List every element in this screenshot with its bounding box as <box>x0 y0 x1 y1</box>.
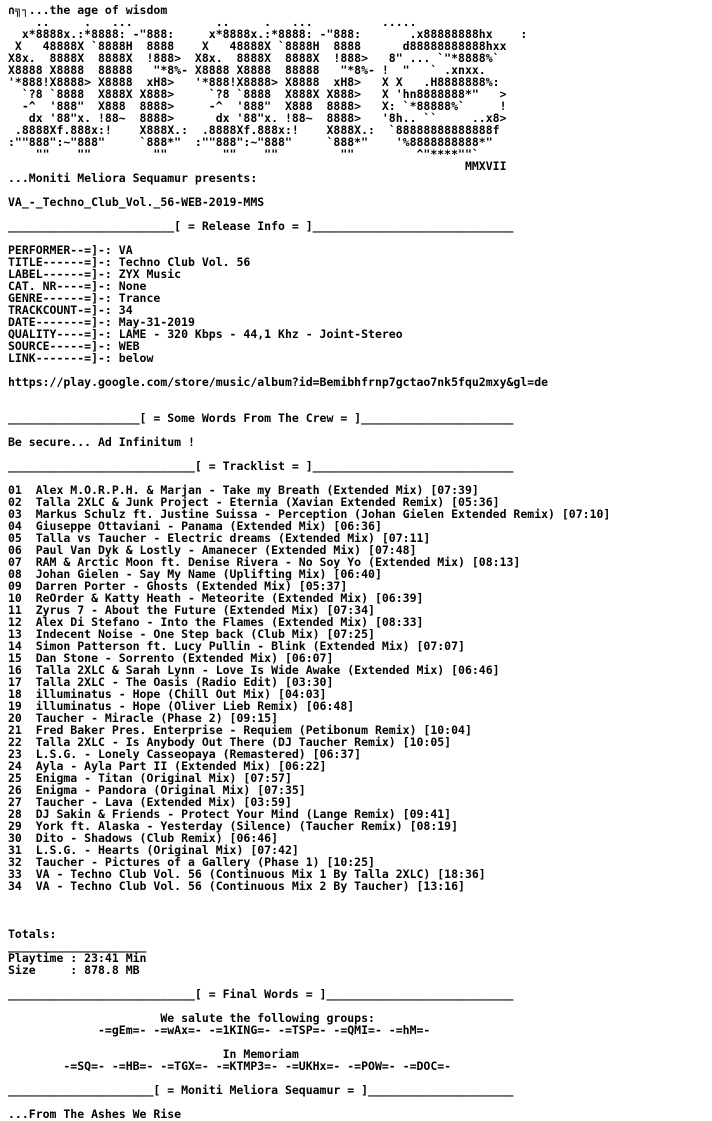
nfo-line: 10 ReOrder & Katty Heath - Meteorite (Extended Mix) [06:39] <box>8 591 424 605</box>
nfo-line: CAT. NR----=]-: None <box>8 279 147 293</box>
nfo-line: 11 Zyrus 7 - About the Future (Extended Mix) [07:34] <box>8 603 375 617</box>
nfo-line: MMXVII <box>8 159 507 173</box>
nfo-line: 17 Talla 2XLC - The Oasis (Radio Edit) [03:30] <box>8 675 334 689</box>
nfo-line <box>8 388 712 400</box>
nfo-line: -=SQ=- -=HB=- -=TGX=- -=KTMP3=- -=UKHx=- -=POW=- -=DOC=- <box>8 1059 452 1073</box>
nfo-line: dx '88"x. !88~ 8888> dx '88"x. !88~ 8888> '8h.. `` ..x8> <box>8 111 507 125</box>
nfo-line: 12 Alex Di Stefano - Into the Flames (Extended Mix) [08:33] <box>8 615 424 629</box>
nfo-line <box>8 904 712 916</box>
nfo-line: .8888Xf.888x:! X888X.: .8888Xf.888x:! X888X.: `88888888888888f <box>8 123 500 137</box>
nfo-line: 18 illuminatus - Hope (Chill Out Mix) [04:03] <box>8 687 327 701</box>
nfo-line: 03 Markus Schulz ft. Justine Suissa - Perception (Johan Gielen Extended Remix) [07:10] <box>8 507 611 521</box>
nfo-line: TRACKCOUNT-=]-: 34 <box>8 303 133 317</box>
nfo-line: PERFORMER--=]-: VA <box>8 243 133 257</box>
nfo-line: 21 Fred Baker Pres. Enterprise - Requiem (Petibonum Remix) [10:04] <box>8 723 472 737</box>
nfo-line: :""888":~"888" `888*" :""888":~"888" `888*" '%8888888888*" <box>8 135 493 149</box>
nfo-line: In Memoriam <box>8 1047 299 1061</box>
nfo-line: 04 Giuseppe Ottaviani - Panama (Extended Mix) [06:36] <box>8 519 382 533</box>
nfo-line: Size : 878.8 MB <box>8 963 140 977</box>
nfo-line: GENRE------=]-: Trance <box>8 291 161 305</box>
nfo-line: SOURCE-----=]-: WEB <box>8 339 140 353</box>
nfo-line: 34 VA - Techno Club Vol. 56 (Continuous Mix 2 By Taucher) [13:16] <box>8 879 465 893</box>
nfo-line: LINK-------=]-: below <box>8 351 154 365</box>
nfo-line: 01 Alex M.O.R.P.H. & Marjan - Take my Breath (Extended Mix) [07:39] <box>8 483 479 497</box>
nfo-line: X8888 X8888 88888 "*8%- X8888 X8888 88888 "*8%- ! " ` .xnxx. <box>8 63 486 77</box>
nfo-line: ________________________[ = Release Info = ]_____________________________ <box>8 219 514 233</box>
nfo-line: 30 Dito - Shadows (Club Remix) [06:46] <box>8 831 279 845</box>
nfo-line: 20 Taucher - Miracle (Phase 2) [09:15] <box>8 711 279 725</box>
nfo-line: Playtime : 23:41 Min <box>8 951 147 965</box>
nfo-line: ...From The Ashes We Rise <box>8 1107 182 1121</box>
nfo-line: 16 Talla 2XLC & Sarah Lynn - Love Is Wide Awake (Extended Mix) [06:46] <box>8 663 500 677</box>
nfo-line: 14 Simon Patterson ft. Lucy Pullin - Blink (Extended Mix) [07:07] <box>8 639 465 653</box>
nfo-line: 22 Talla 2XLC - Is Anybody Out There (DJ Taucher Remix) [10:05] <box>8 735 452 749</box>
nfo-line: 07 RAM & Arctic Moon ft. Denise Rivera - No Soy Yo (Extended Mix) [08:13] <box>8 555 521 569</box>
nfo-line: 15 Dan Stone - Sorrento (Extended Mix) [06:07] <box>8 651 334 665</box>
nfo-line: -^ '888" X888 8888> -^ '888" X888 8888> X: `*88888%` ! <box>8 99 507 113</box>
nfo-line: .. . ... .. . ... ..... <box>8 15 417 29</box>
album-url-link[interactable]: https://play.google.com/store/music/album?id=Bemibhfrnp7gctao7nk5fqu2mxy&gl=de <box>8 375 549 389</box>
nfo-line: `?8 `8888 X888X X888> `?8 `8888 X888X X888> X 'hn8888888*" > <box>8 87 507 101</box>
nfo-line: 09 Darren Porter - Ghosts (Extended Mix) [05:37] <box>8 579 348 593</box>
nfo-line: 24 Ayla - Ayla Part II (Extended Mix) [06:22] <box>8 759 327 773</box>
nfo-line: X 48888X `8888H 8888 X 48888X `8888H 8888 d88888888888hxx <box>8 39 507 53</box>
nfo-line: LABEL------=]-: ZYX Music <box>8 267 182 281</box>
nfo-line: ___________________[ = Some Words From The Crew = ]______________________ <box>8 411 514 425</box>
nfo-line: -=gEm=- -=wAx=- -=1KING=- -=TSP=- -=QMI=- -=hM=- <box>8 1023 431 1037</box>
nfo-line: VA_-_Techno_Club_Vol._56-WEB-2019-MMS <box>8 195 265 209</box>
nfo-line: 33 VA - Techno Club Vol. 56 (Continuous Mix 1 By Talla 2XLC) [18:36] <box>8 867 486 881</box>
nfo-line: ___________________________[ = Final Words = ]___________________________ <box>8 987 514 1001</box>
nfo-line: ...Moniti Meliora Sequamur presents: <box>8 171 258 185</box>
nfo-line: "" "" "" "" "" "" ^"****""` <box>8 147 479 161</box>
nfo-line: 23 L.S.G. - Lonely Casseopaya (Remastered) [06:37] <box>8 747 362 761</box>
nfo-line: '*888!X8888> X8888 xH8> '*888!X8888> X8888 xH8> X X .H8888888%: <box>8 75 500 89</box>
nfo-line: Be secure... Ad Infinitum ! <box>8 435 195 449</box>
nfo-line: TITLE------=]-: Techno Club Vol. 56 <box>8 255 251 269</box>
nfo-line: 32 Taucher - Pictures of a Gallery (Phase 1) [10:25] <box>8 855 375 869</box>
nfo-line: ∩╗┐...the age of wisdom <box>8 3 168 17</box>
nfo-line: Totals: <box>8 927 57 941</box>
nfo-line: 06 Paul Van Dyk & Lostly - Amanecer (Extended Mix) [07:48] <box>8 543 417 557</box>
nfo-line: _____________________[ = Moniti Meliora Sequamur = ]_____________________ <box>8 1083 514 1097</box>
nfo-line: 31 L.S.G. - Hearts (Original Mix) [07:42] <box>8 843 299 857</box>
nfo-line: 19 illuminatus - Hope (Oliver Lieb Remix) [06:48] <box>8 699 355 713</box>
nfo-line: 08 Johan Gielen - Say My Name (Uplifting Mix) [06:40] <box>8 567 382 581</box>
nfo-line: X8x. 8888X 8888X !888> X8x. 8888X 8888X !888> 8" ... `"*8888%` <box>8 51 500 65</box>
nfo-line: 27 Taucher - Lava (Extended Mix) [03:59] <box>8 795 292 809</box>
nfo-line: 28 DJ Sakin & Friends - Protect Your Mind (Lange Remix) [09:41] <box>8 807 452 821</box>
nfo-line: 29 York ft. Alaska - Yesterday (Silence) (Taucher Remix) [08:19] <box>8 819 459 833</box>
nfo-line: ____________________ <box>8 939 147 953</box>
nfo-line: QUALITY----=]-: LAME - 320 Kbps - 44,1 Khz - Joint-Stereo <box>8 327 403 341</box>
nfo-line: We salute the following groups: <box>8 1011 375 1025</box>
nfo-line <box>8 916 712 928</box>
nfo-line: 02 Talla 2XLC & Junk Project - Eternia (Xavian Extended Remix) [05:36] <box>8 495 500 509</box>
nfo-line: DATE-------=]-: May-31-2019 <box>8 315 195 329</box>
nfo-line: 26 Enigma - Pandora (Original Mix) [07:35] <box>8 783 306 797</box>
nfo-line: ___________________________[ = Tracklist = ]_____________________________ <box>8 459 514 473</box>
nfo-line: 05 Talla vs Taucher - Electric dreams (Extended Mix) [07:11] <box>8 531 431 545</box>
nfo-line <box>8 892 712 904</box>
nfo-line: 13 Indecent Noise - One Step back (Club Mix) [07:25] <box>8 627 375 641</box>
nfo-line: x*8888x.:*8888: -"888: x*8888x.:*8888: -"888: .x88888888hx : <box>8 27 528 41</box>
nfo-line: 25 Enigma - Titan (Original Mix) [07:57] <box>8 771 292 785</box>
